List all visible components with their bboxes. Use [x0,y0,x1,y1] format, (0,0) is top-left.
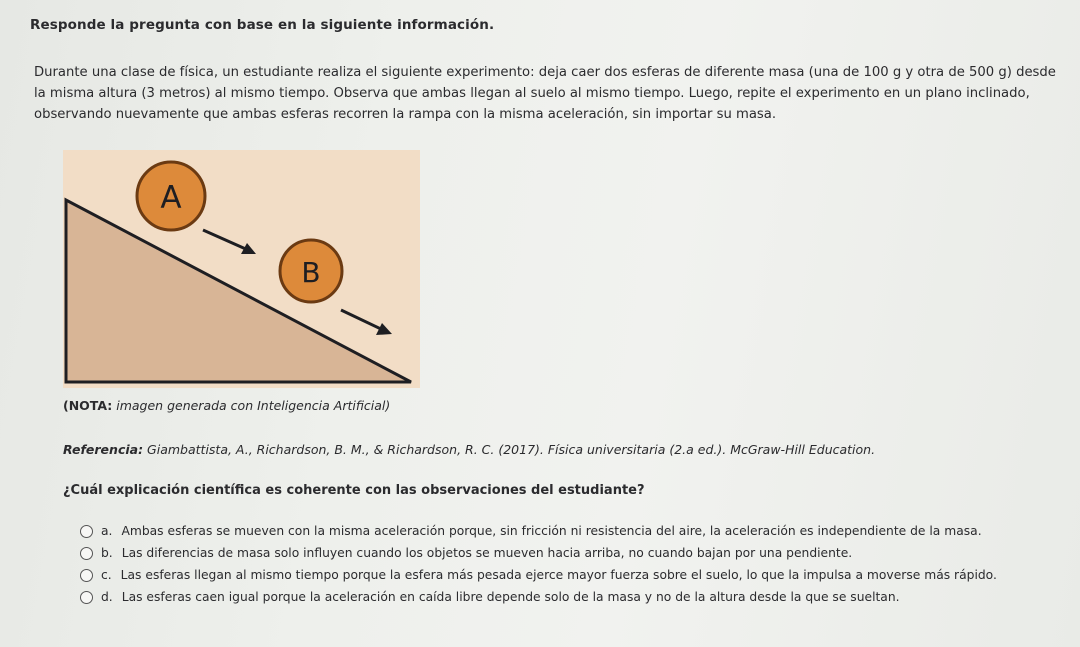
radio-b[interactable] [80,547,93,560]
option-a-letter: a. [101,524,113,538]
ball-b-label: B [301,256,321,289]
option-b-letter: b. [101,546,113,560]
option-b[interactable] [80,542,1070,564]
instruction-text: Responde la pregunta con base en la siguiente información. [30,17,495,33]
option-a-text: Ambas esferas se mueven con la misma aceleración porque, sin fricción ni resistencia del aire, la aceleración es independiente de la masa. [121,524,982,538]
reference-text: Giambattista, A., Richardson, B. M., & Richardson, R. C. (2017). Física universitaria (2.a ed.). McGraw-Hill Education. [143,442,876,457]
option-a[interactable] [80,520,1070,542]
radio-a[interactable] [80,525,93,538]
option-c[interactable] [80,564,1070,586]
ball-a-label: A [160,180,182,216]
option-d[interactable] [80,586,1070,608]
reference-label: Referencia: [63,442,144,457]
figure-note [63,398,390,413]
arrow-b-icon [341,310,392,335]
question-text: ¿Cuál explicación científica es coherente con las observaciones del estudiante? [63,483,645,498]
arrow-a-icon [203,230,256,254]
ramp-triangle [66,200,411,382]
note-prefix: (NOTA: [63,398,113,413]
scenario-paragraph: Durante una clase de física, un estudiante realiza el siguiente experimento: deja caer dos esferas de diferente masa (una de 100 g y otra de 500 g) desde la misma altura (3 metros) al mismo tiempo. Observa que ambas llegan al suelo al mismo tiempo. Luego, repite el experimento en un plano inclinado, observando nuevamente que ambas esferas recorren la rampa con la misma aceleración, sin importar su masa. [34,65,1056,122]
option-c-letter: c. [101,568,112,582]
reference-citation [63,442,875,457]
note-text: imagen generada con Inteligencia Artificial) [112,398,391,413]
option-b-text: Las diferencias de masa solo influyen cuando los objetos se mueven hacia arriba, no cuando bajan por una pendiente. [121,546,853,560]
answer-options [80,520,1070,608]
inclined-plane-diagram [63,150,420,388]
inclined-plane-figure [63,150,420,388]
radio-c[interactable] [80,569,93,582]
option-d-letter: d. [101,590,113,604]
radio-d[interactable] [80,591,93,604]
option-d-text: Las esferas caen igual porque la aceleración en caída libre depende solo de la masa y no de la altura desde la que se sueltan. [121,590,900,604]
option-c-text: Las esferas llegan al mismo tiempo porque la esfera más pesada ejerce mayor fuerza sobre el suelo, lo que la impulsa a moverse más rápido. [120,568,997,582]
